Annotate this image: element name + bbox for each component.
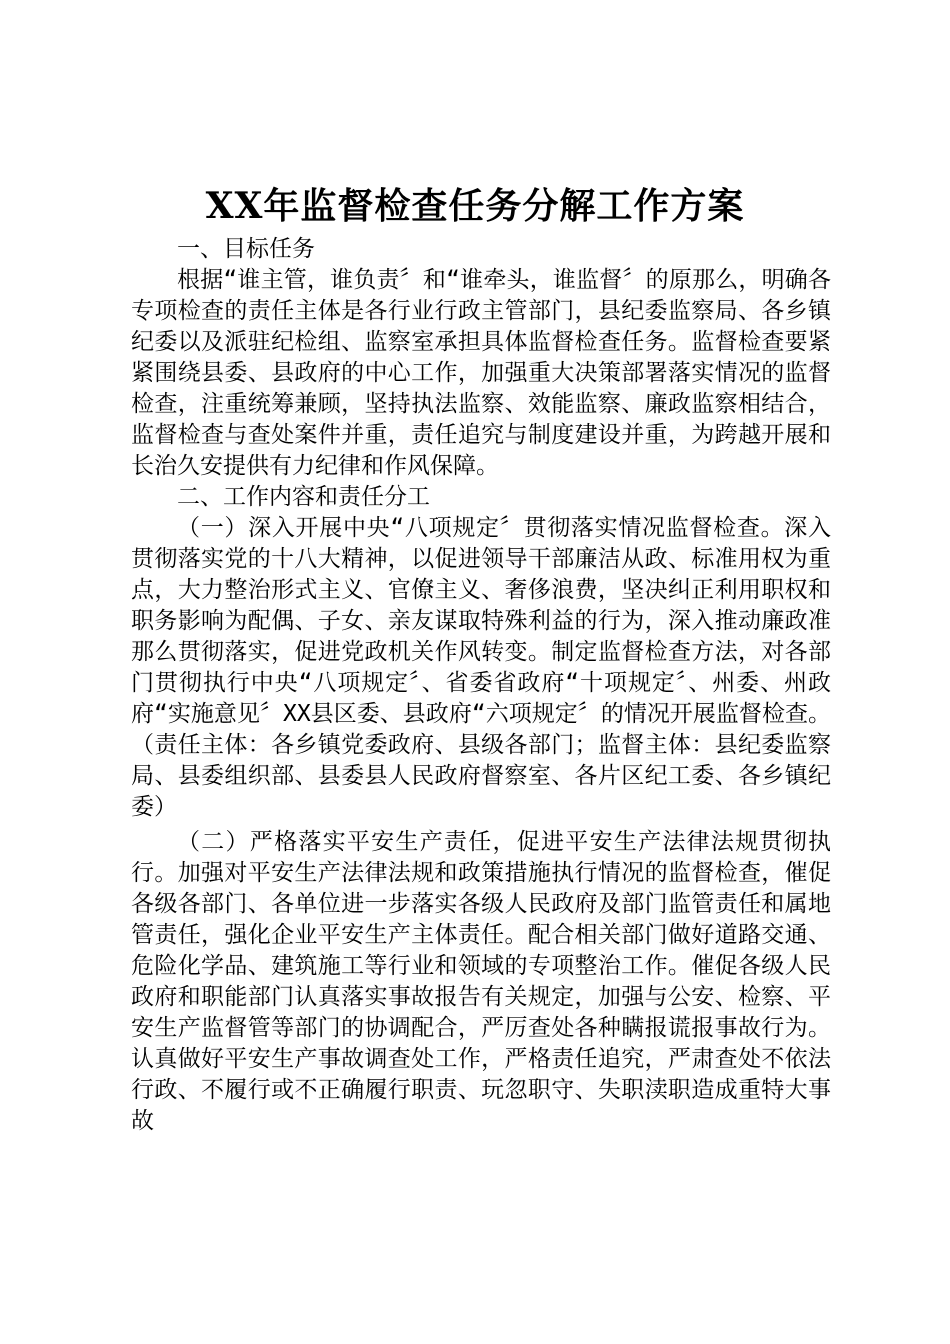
- paragraph-item-2: （二）严格落实平安生产责任，促进平安生产法律法规贯彻执行。加强对平安生产法律法规和政策措施执行情况的监督检查，催促各级各部门、各单位进一步落实各级人民政府及部门监管责任和属地管责任，强化企业平安生产主体责任。配合相关部门做好道路交通、危险化学品、建筑施工等行业和领域的专项整治工作。催促各级人民政府和职能部门认真落实事故报告有关规定，加强与公安、检察、平安生产监督管等部门的协调配合，严厉查处各种瞒报谎报事故行为。认真做好平安生产事故调查处工作，严格责任追究，严肃查处不依法行政、不履行或不正确履行职责、玩忽职守、失职渎职造成重特大事故: [131, 829, 831, 1134]
- page-title: XX年监督检查任务分解工作方案: [205, 185, 745, 227]
- paragraph-item-1: （一）深入开展中央“八项规定〞贯彻落实情况监督检查。深入贯彻落实党的十八大精神，以促进领导干部廉洁从政、标准用权为重点，大力整治形式主义、官僚主义、奢侈浪费，坚决纠正利用职权和职务影响为配偶、子女、亲友谋取特殊利益的行为，深入推动廉政准那么贯彻落实，促进党政机关作风转变。制定监督检查方法，对各部门贯彻执行中央“八项规定〞、省委省政府“十项规定〞、州委、州政府“实施意见〞XX县区委、县政府“六项规定〞的情况开展监督检查。（责任主体：各乡镇党委政府、县级各部门；监督主体：县纪委监察局、县委组织部、县委县人民政府督察室、各片区纪工委、各乡镇纪委）: [131, 515, 831, 820]
- section-heading-content: 二、工作内容和责任分工: [177, 484, 430, 510]
- document-body: [131, 234, 831, 1137]
- section-heading-goals: 一、目标任务: [177, 236, 315, 262]
- paragraph-goals: 根据“谁主管，谁负责〞和“谁牵头，谁监督〞的原那么，明确各专项检查的责任主体是各行业行政主管部门，县纪委监察局、各乡镇纪委以及派驻纪检组、监察室承担具体监督检查任务。监督检查要紧紧围绕县委、县政府的中心工作，加强重大决策部署落实情况的监督检查，注重统筹兼顾，坚持执法监察、效能监察、廉政监察相结合，监督检查与查处案件并重，责任追究与制度建设并重，为跨越开展和长治久安提供有力纪律和作风保障。: [131, 267, 831, 479]
